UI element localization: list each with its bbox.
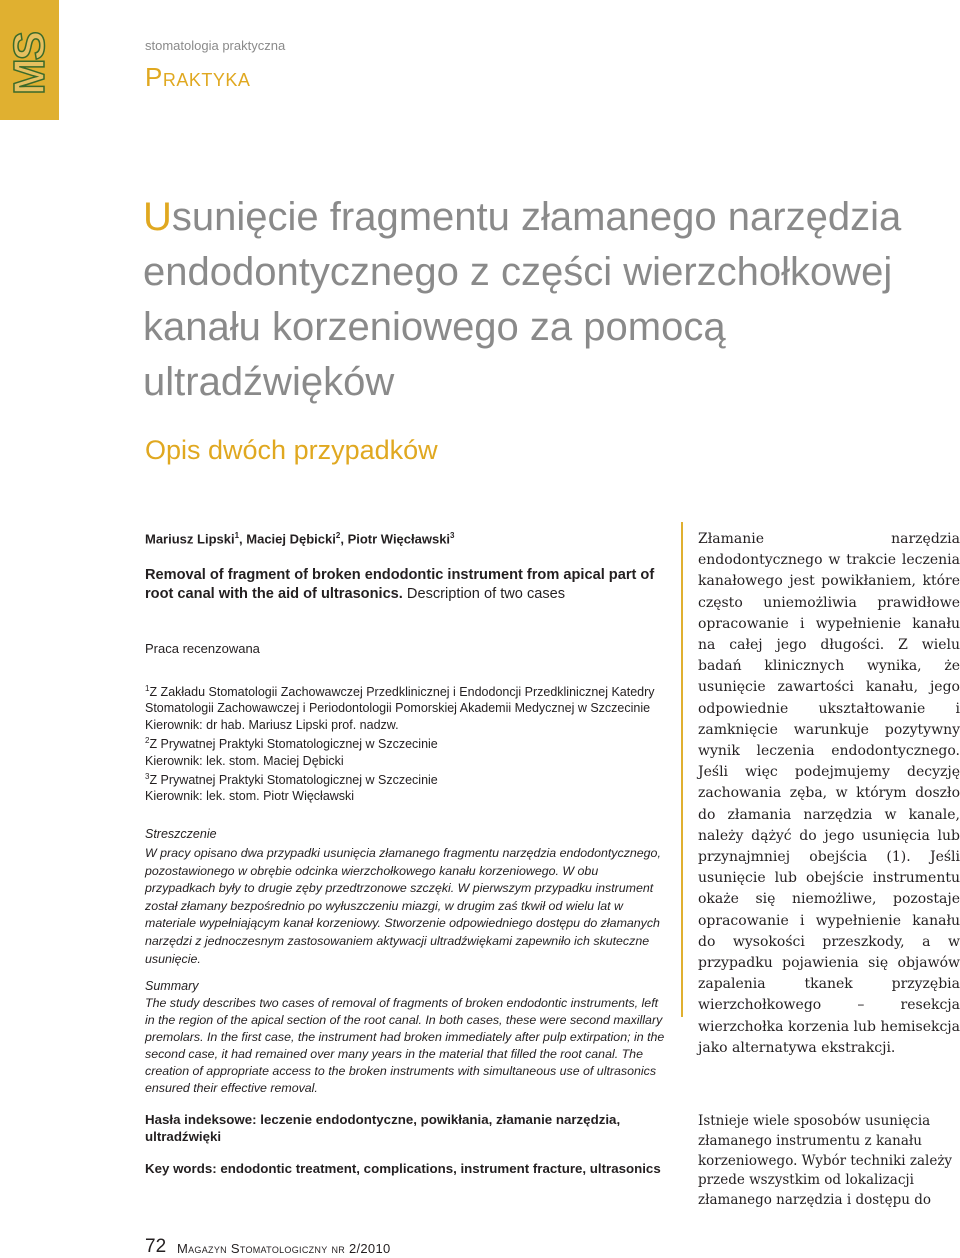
- lead-paragraph: Złamanie narzędzia endodontycznego w trakcie leczenia kanałowego jest powikłaniem, które często uniemożliwia prawidłowe opracowanie i wypełnienie kanału na całej jego długości. Z wielu badań klinicznych wynika, że usunięcie zawartości kanału, jego odpowiednie ukształtowanie i zamknięcie warunkuje pozytywny wynik leczenia endodontycznego. Jeśli więc podejmujemy decyzję zachowania zęba, w którym doszło do złamania narzędzia w kanale, należy dążyć do jego usunięcia lub przynajmniej obejścia (1). Jeśli usunięcie lub obejście instrumentu okaże się niemożliwe, pozostaje opracowanie i wypełnienie kanału do wysokości przeszkody, a w przypadku pojawienia się objawów zapalenia tkanek przyzębia wierzchołkowego – resekcja wierzchołka korzenia lub hemisekcja jako alternatywa ekstrakcji.: [698, 531, 960, 1056]
- keywords-pl: Hasła indeksowe: leczenie endodontyczne, powikłania, złamanie narzędzia, ultradźwięki: [145, 1112, 621, 1144]
- section-kicker: stomatologia praktyczna: [145, 38, 286, 53]
- abstract-pl: W pracy opisano dwa przypadki usunięcia złamanego fragmentu narzędzia endodontycznego, pozostawionego w obrębie odcinka wierzchołkowego kanału korzeniowego. W obu przypadkach były to drugie zęby przedtrzonowe szczęki. W pierwszym przypadku instrument został złamany bezpośrednio po wyłuszczeniu miazgi, w drugim zaś tkwił od wielu lat w materiale wypełniającym kanał korzeniowy. Stworzenie odpowiedniego dostępu do złamanych narzędzi z jednoczesnym zastosowaniem aktywacji ultradźwiękami zapewniło ich skuteczne usunięcie.: [145, 846, 661, 966]
- article-subtitle: Opis dwóch przypadków: [145, 435, 438, 465]
- article-title: [143, 190, 923, 410]
- affiliation-text: Z Zakładu Stomatologii Zachowawczej Przedklinicznej i Endodoncji Przedklinicznej Katedry Stomatologii Zachowawczej i Periodontologii Pomorskiej Akademii Medycznej w Szczecinie: [145, 685, 655, 716]
- author-name: Mariusz Lipski: [145, 531, 235, 547]
- body-paragraph: Istnieje wiele sposobów usunięcia złamanego instrumentu z kanału korzeniowego. Wybór techniki zależy przede wszystkim od lokalizacji złamanego narzędzia i dostępu do: [698, 1113, 953, 1209]
- keywords-en: Key words: endodontic treatment, complications, instrument fracture, ultrasonics: [145, 1161, 661, 1176]
- affiliation-mark: 3: [145, 771, 150, 781]
- affiliation-text: Kierownik: dr hab. Mariusz Lipski prof. nadzw.: [145, 717, 399, 732]
- title-text: sunięcie fragmentu złamanego narzędzia endodontycznego z części wierzchołkowej kanału korzeniowego za pomocą ultradźwięków: [143, 195, 902, 404]
- journal-logo-block: [0, 0, 59, 120]
- abstract-en: The study describes two cases of removal of fragments of broken endodontic instruments, left in the region of the apical section of the root canal. In both cases, these were second maxillary premolars. In the first case, the instrument had broken immediately after pulp extirpation; in the second case, it had remained over many years in the material that filled the root canal. The creation of appropriate access to the broken instruments with simultaneous use of ultrasonics ensured their effective removal.: [145, 996, 665, 1095]
- journal-name: Magazyn Stomatologiczny nr 2/2010: [177, 1241, 391, 1256]
- affiliation-line: [145, 681, 675, 717]
- affiliation-text: Kierownik: lek. stom. Maciej Dębicki: [145, 753, 344, 768]
- journal-logo: [6, 28, 54, 100]
- author-name: Maciej Dębicki: [246, 531, 336, 547]
- affiliations: [145, 681, 675, 805]
- english-title-desc: Description of two cases: [406, 586, 566, 602]
- author-name: Piotr Więcławski: [347, 531, 451, 547]
- author-separator: ,: [340, 531, 348, 547]
- english-title: [145, 566, 670, 604]
- author-affiliation-mark: 1: [234, 531, 240, 540]
- affiliation-line: [145, 769, 675, 788]
- abstract-en-heading: Summary: [145, 979, 199, 993]
- author-list: [145, 531, 455, 546]
- affiliation-line: [145, 788, 675, 804]
- section-title: Praktyka: [145, 62, 251, 92]
- affiliation-mark: 2: [145, 736, 150, 746]
- affiliation-text: Kierownik: lek. stom. Piotr Więcławski: [145, 789, 355, 804]
- affiliation-text: Z Prywatnej Praktyki Stomatologicznej w Szczecinie: [149, 737, 438, 752]
- author-affiliation-mark: 2: [335, 531, 341, 540]
- column-divider: [681, 522, 683, 1017]
- affiliation-line: [145, 753, 675, 769]
- affiliation-text: Z Prywatnej Praktyki Stomatologicznej w Szczecinie: [149, 772, 438, 787]
- english-title-text: Removal of fragment of broken endodontic instrument from apical part of root canal with the aid of ultrasonics.: [145, 567, 655, 602]
- page-number: 72: [145, 1236, 167, 1257]
- author-affiliation-mark: 3: [450, 531, 455, 540]
- abstract-pl-heading: Streszczenie: [145, 827, 217, 841]
- title-first-letter: U: [143, 195, 172, 239]
- affiliation-mark: 1: [145, 684, 150, 693]
- journal-logo-text: MS: [5, 33, 54, 95]
- affiliation-line: [145, 717, 675, 733]
- author-separator: ,: [239, 531, 247, 547]
- affiliation-line: [145, 733, 675, 752]
- review-note: Praca recenzowana: [145, 641, 260, 656]
